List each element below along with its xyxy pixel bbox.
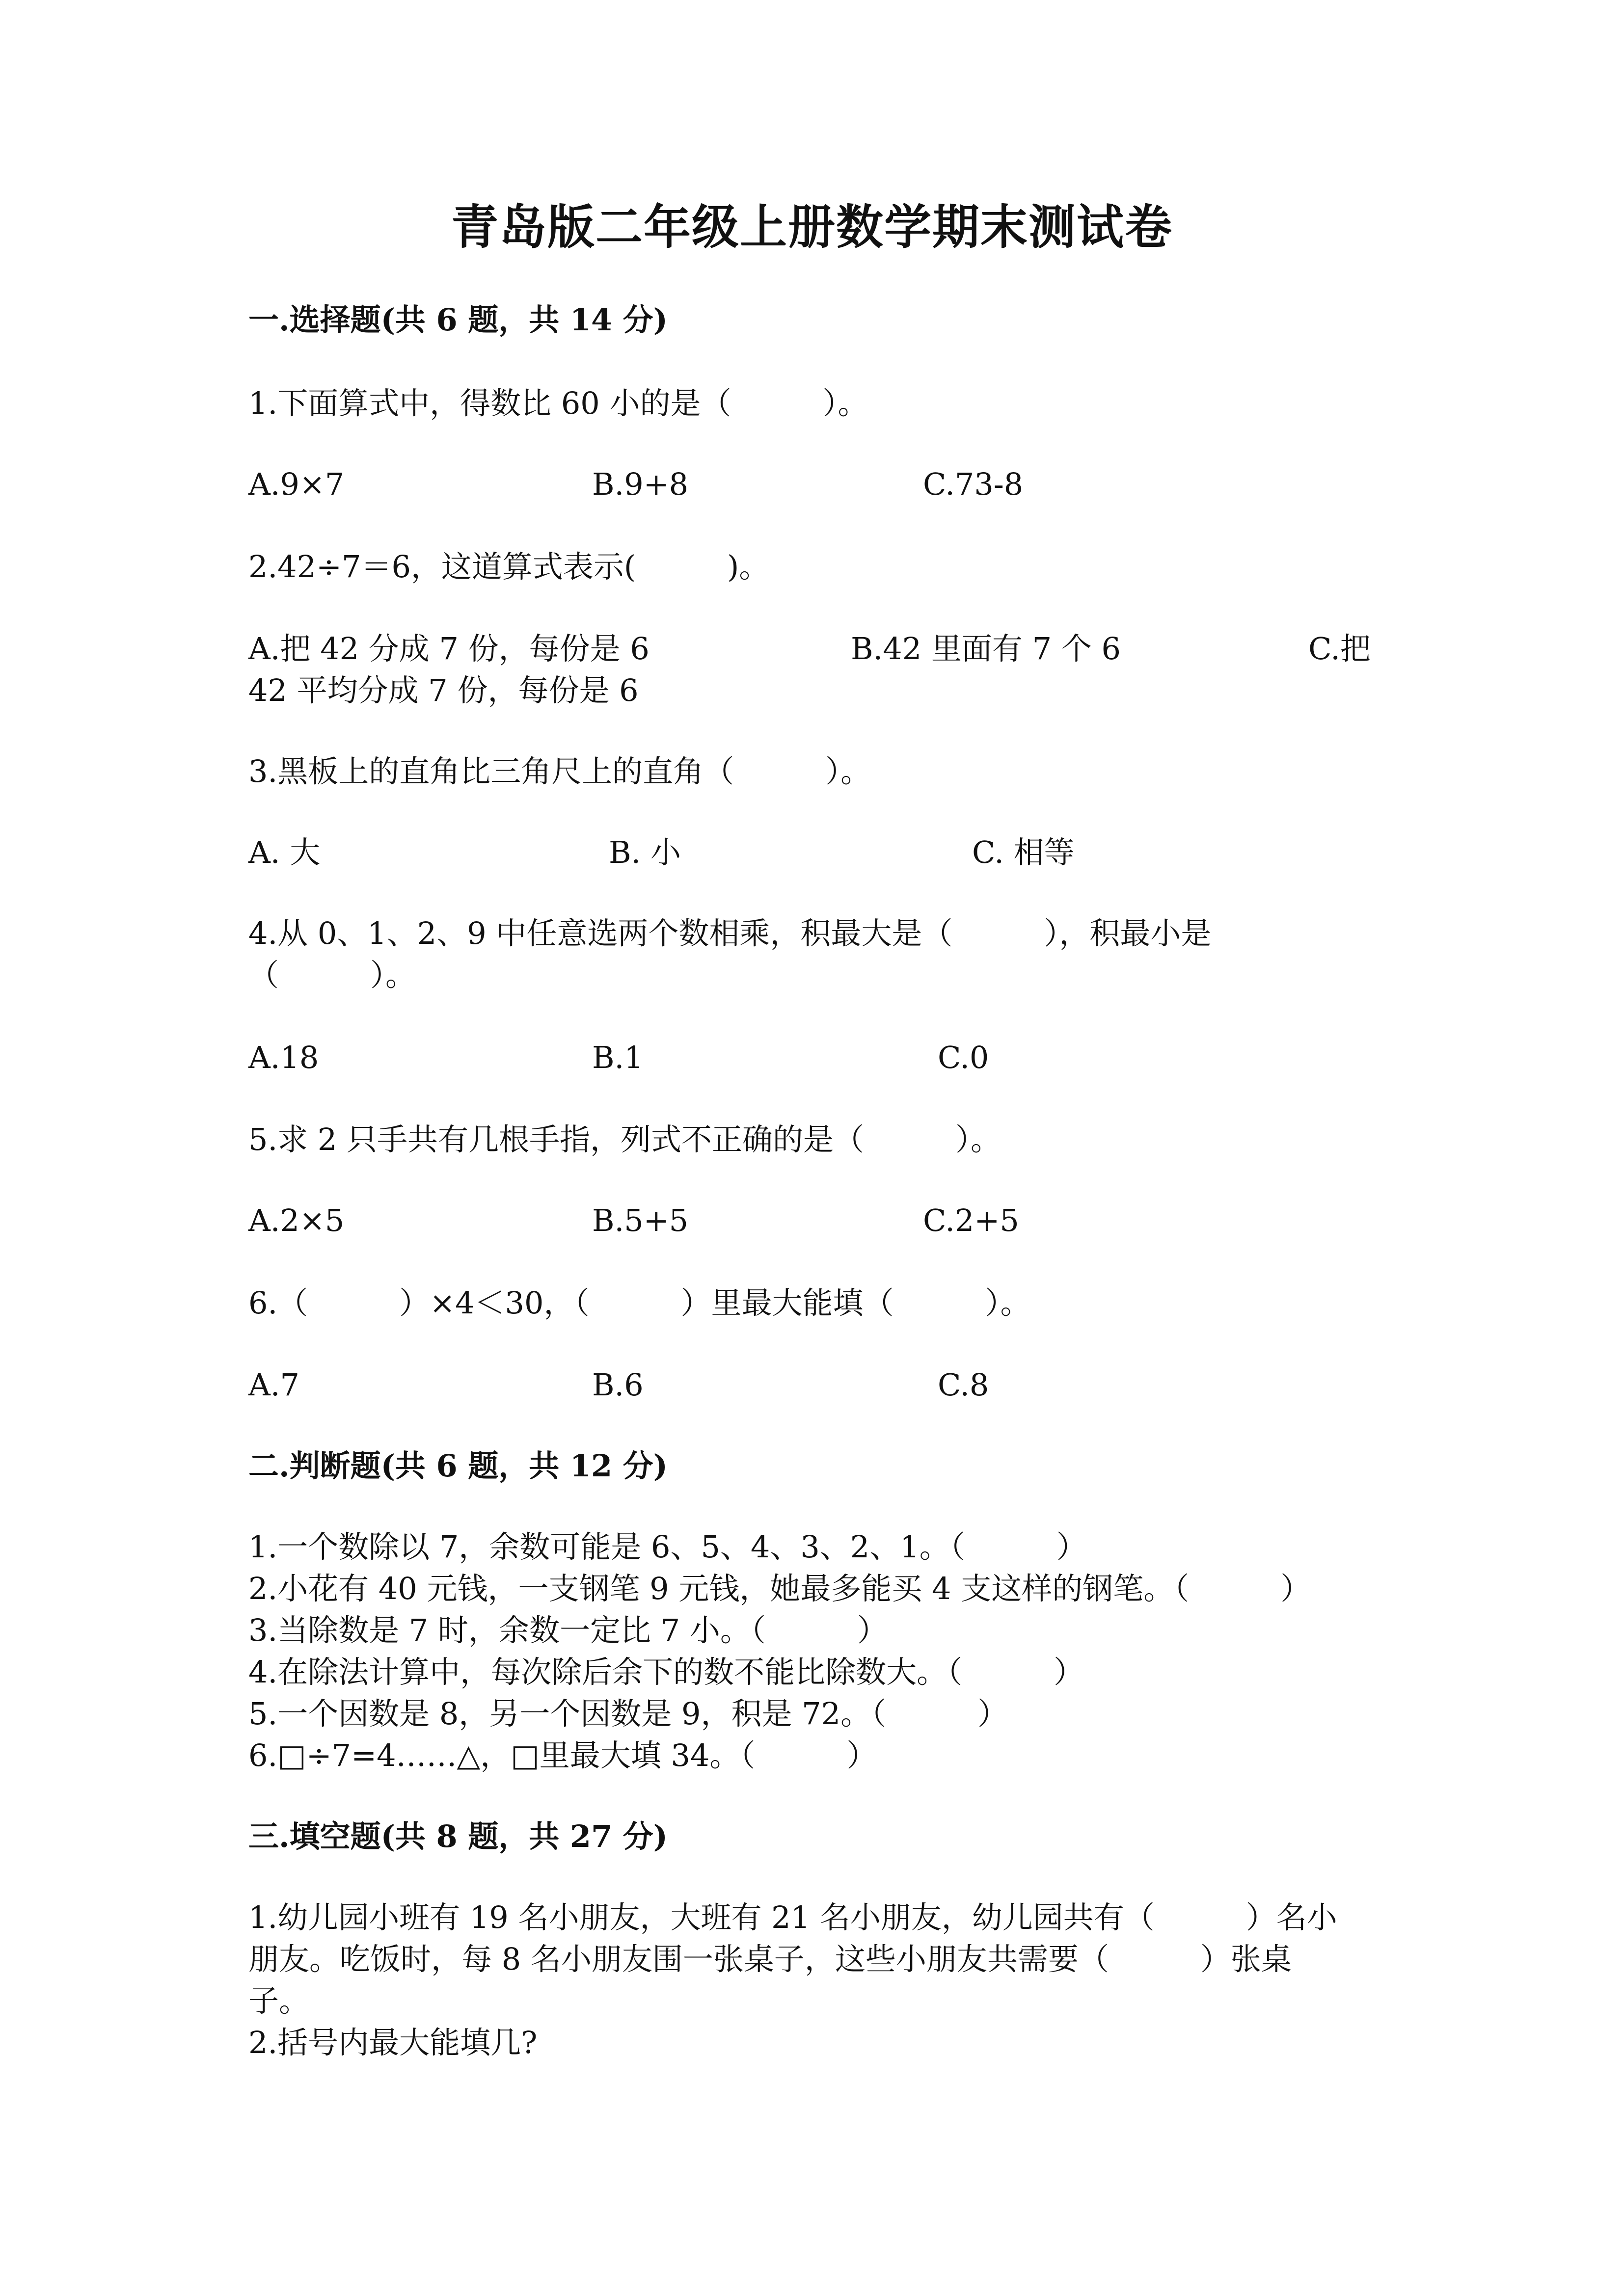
option-c: C. 相等 <box>972 834 1075 870</box>
option-c: C.把 <box>1308 631 1371 667</box>
section-heading-fill-in: 三.填空题(共 8 题，共 27 分) <box>248 1818 668 1854</box>
option-c-continued: 42 平均分成 7 份，每份是 6 <box>248 672 639 708</box>
question-stem: 5.求 2 只手共有几根手指，列式不正确的是（ ）。 <box>248 1121 1001 1157</box>
option-a: A. 大 <box>248 834 321 870</box>
question-stem: 3.黑板上的直角比三角尺上的直角（ ）。 <box>248 753 871 789</box>
option-b: B.1 <box>592 1040 644 1075</box>
page-title: 青岛版二年级上册数学期末测试卷 <box>451 199 1173 255</box>
option-a: A.7 <box>248 1367 299 1403</box>
section-heading-choice: 一.选择题(共 6 题，共 14 分) <box>248 302 668 338</box>
option-b: B.5+5 <box>592 1202 689 1238</box>
option-a: A.把 42 分成 7 份，每份是 6 <box>248 631 650 667</box>
judgement-item: 4.在除法计算中，每次除后余下的数不能比除数大。（ ） <box>248 1654 1084 1690</box>
option-a: A.18 <box>248 1040 319 1075</box>
option-b: B.9+8 <box>592 466 689 502</box>
question-stem-continued: （ ）。 <box>248 957 416 993</box>
question-stem: 6.（ ）×4＜30，（ ）里最大能填（ ）。 <box>248 1285 1031 1321</box>
fill-in-question-line: 子。 <box>248 1983 310 2019</box>
option-b: B.42 里面有 7 个 6 <box>851 631 1121 667</box>
judgement-item: 5.一个因数是 8，另一个因数是 9，积是 72。（ ） <box>248 1696 1008 1732</box>
question-stem: 2.42÷7＝6，这道算式表示( )。 <box>248 549 770 585</box>
fill-in-question: 2.括号内最大能填几? <box>248 2025 538 2060</box>
option-b: B. 小 <box>609 834 681 870</box>
question-stem: 4.从 0、1、2、9 中任意选两个数相乘，积最大是（ ），积最小是 <box>248 915 1212 951</box>
option-c: C.0 <box>938 1040 989 1075</box>
option-c: C.8 <box>938 1367 989 1403</box>
option-a: A.2×5 <box>248 1202 345 1238</box>
question-stem: 1.下面算式中，得数比 60 小的是（ ）。 <box>248 385 868 421</box>
section-heading-judgement: 二.判断题(共 6 题，共 12 分) <box>248 1448 668 1484</box>
fill-in-question-line: 朋友。吃饭时，每 8 名小朋友围一张桌子，这些小朋友共需要（ ）张桌 <box>248 1941 1292 1977</box>
option-c: C.73-8 <box>923 466 1024 502</box>
option-c: C.2+5 <box>923 1202 1019 1238</box>
judgement-item: 3.当除数是 7 时，余数一定比 7 小。（ ） <box>248 1612 888 1648</box>
fill-in-question-line: 1.幼儿园小班有 19 名小朋友，大班有 21 名小朋友，幼儿园共有（ ）名小 <box>248 1899 1337 1935</box>
judgement-item: 1.一个数除以 7，余数可能是 6、5、4、3、2、1。（ ） <box>248 1529 1087 1565</box>
option-b: B.6 <box>592 1367 644 1403</box>
option-a: A.9×7 <box>248 466 345 502</box>
judgement-item: 2.小花有 40 元钱，一支钢笔 9 元钱，她最多能买 4 支这样的钢笔。（ ） <box>248 1571 1311 1606</box>
judgement-item: 6.□÷7=4……△，□里最大填 34。（ ） <box>248 1737 877 1773</box>
